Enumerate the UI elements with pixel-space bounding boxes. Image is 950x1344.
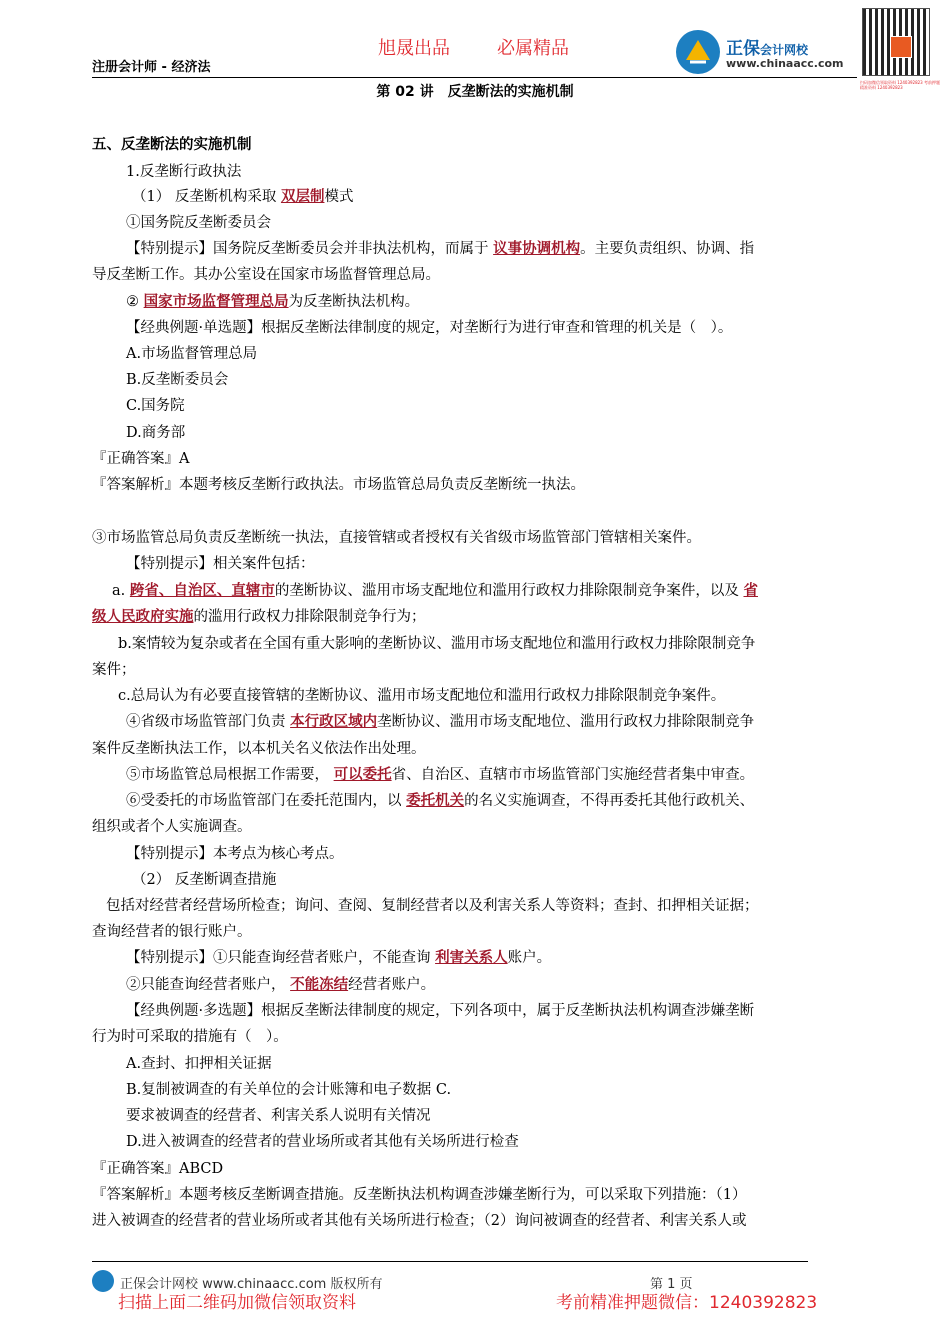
body-line	[126, 1052, 894, 1073]
keyword-highlight: 可以委托	[333, 766, 392, 783]
body-line	[92, 473, 860, 494]
body-line	[126, 421, 894, 442]
body-line	[126, 160, 894, 181]
line-text: 导反垄断工作。其办公室设在国家市场监督管理总局。	[92, 267, 440, 283]
line-text: a.	[112, 583, 130, 599]
line-text: （2） 反垄断调查措施	[132, 872, 277, 888]
line-text: ⑥受委托的市场监管部门在委托范围内，以	[126, 793, 407, 809]
qr-badge-icon	[890, 36, 912, 58]
line-text: 案件反垄断执法工作，以本机关名义依法作出处理。	[92, 741, 426, 757]
body-line	[92, 1209, 860, 1230]
body-line	[126, 999, 894, 1020]
body-line	[126, 290, 894, 311]
header-divider	[92, 77, 857, 78]
body-line	[126, 1104, 894, 1125]
line-text: 案件；	[92, 662, 136, 678]
body-line	[126, 394, 894, 415]
line-text: （1） 反垄断机构采取	[132, 189, 281, 205]
body-line	[92, 1025, 860, 1046]
line-text: C.国务院	[126, 398, 185, 414]
body-line	[92, 920, 860, 941]
line-text: b.案情较为复杂或者在全国有重大影响的垄断协议、滥用市场支配地位和滥用行政权力排除限制竞争	[118, 636, 756, 652]
keyword-highlight: 跨省、自治区、直辖市	[129, 582, 275, 599]
body-line	[92, 815, 860, 836]
line-text: 的名义实施调查，不得再委托其他行政机关、	[464, 793, 755, 809]
keyword-highlight: 省	[743, 582, 758, 599]
body-line	[126, 316, 894, 337]
keyword-highlight: 本行政区域内	[290, 713, 378, 730]
line-text: 经营者账户。	[348, 977, 436, 993]
keyword-highlight: 利害关系人	[435, 949, 508, 966]
line-text: D.进入被调查的经营者的营业场所或者其他有关场所进行检查	[126, 1134, 519, 1150]
qr-note: 扫码加微信领取资料 1240392823 考前押题 精准资料 1240392823	[860, 80, 940, 90]
line-text: 的滥用行政权力排除限制竞争行为；	[193, 609, 426, 625]
body-line	[118, 684, 886, 705]
line-text: 账户。	[507, 950, 552, 966]
body-line	[92, 1183, 860, 1204]
lecture-title: 第 02 讲 反垄断法的实施机制	[376, 84, 574, 100]
line-text: 包括对经营者经营场所检查；询问、查阅、复制经营者以及利害关系人等资料；查封、扣押相关证据；	[106, 898, 759, 914]
line-text: ④省级市场监管部门负责	[126, 714, 291, 730]
line-text: ③市场监管总局负责反垄断统一执法，直接管辖或者授权有关省级市场监管部门管辖相关案件。	[92, 530, 701, 546]
body-line	[126, 973, 894, 994]
body-line	[126, 763, 894, 784]
body-line	[126, 237, 894, 258]
line-text: A.查封、扣押相关证据	[126, 1056, 272, 1072]
page-number: 第 1 页	[650, 1277, 693, 1292]
body-line	[126, 211, 894, 232]
logo-icon	[676, 30, 720, 74]
line-text: 『正确答案』ABCD	[92, 1161, 224, 1177]
keyword-highlight: 国家市场监督管理总局	[143, 293, 289, 310]
line-text: 查询经营者的银行账户。	[92, 924, 252, 940]
line-text: 『正确答案』A	[92, 451, 190, 467]
slogan-left: 旭晟出品	[378, 38, 450, 59]
banner-left: 扫描上面二维码加微信领取资料	[118, 1293, 356, 1313]
body-line	[92, 526, 860, 547]
line-text: 『答案解析』本题考核反垄断调查措施。反垄断执法机构调查涉嫌垄断行为，可以采取下列措施：（1）	[92, 1187, 747, 1203]
line-text: 省、自治区、直辖市市场监管部门实施经营者集中审查。	[391, 767, 755, 783]
line-text: 【特别提示】本考点为核心考点。	[126, 846, 344, 862]
footer-copyright: 正保会计网校 www.chinaacc.com 版权所有	[120, 1277, 383, 1292]
body-line	[92, 447, 860, 468]
logo-name: 正保会计网校	[726, 39, 809, 59]
body-line	[126, 842, 894, 863]
line-text: 模式	[324, 189, 354, 205]
keyword-highlight: 级人民政府实施	[92, 608, 194, 625]
line-text: 行为时可采取的措施有（ ）。	[92, 1029, 288, 1045]
body-line	[126, 710, 894, 731]
line-text: 五、反垄断法的实施机制	[92, 136, 252, 153]
line-text: 。主要负责组织、协调、指	[580, 241, 755, 257]
footer-divider	[92, 1261, 808, 1262]
keyword-highlight: 委托机关	[406, 792, 465, 809]
line-text: 【特别提示】①只能查询经营者账户，不能查询	[126, 950, 436, 966]
body-line	[132, 868, 900, 889]
line-text: A.市场监督管理总局	[126, 346, 258, 362]
keyword-highlight: 不能冻结	[290, 976, 349, 993]
line-text: 【特别提示】国务院反垄断委员会并非执法机构，而属于	[126, 241, 494, 257]
footer-logo-icon	[92, 1270, 114, 1292]
body-line	[126, 368, 894, 389]
line-text: B.复制被调查的有关单位的会计账簿和电子数据 C.	[126, 1082, 452, 1098]
body-line	[92, 263, 860, 284]
body-line	[92, 658, 860, 679]
line-text: 垄断协议、滥用市场支配地位、滥用行政权力排除限制竞争	[377, 714, 755, 730]
line-text: B.反垄断委员会	[126, 372, 229, 388]
line-text: c.总局认为有必要直接管辖的垄断协议、滥用市场支配地位和滥用行政权力排除限制竞争案件。	[118, 688, 726, 704]
line-text: 【经典例题·单选题】根据反垄断法律制度的规定，对垄断行为进行审查和管理的机关是（ ）。	[126, 320, 733, 336]
body-line	[126, 1130, 894, 1151]
body-line	[92, 737, 860, 758]
line-text: D.商务部	[126, 425, 186, 441]
body-line	[92, 605, 860, 626]
line-text: 组织或者个人实施调查。	[92, 819, 252, 835]
line-text: 【经典例题·多选题】根据反垄断法律制度的规定，下列各项中，属于反垄断执法机构调查涉嫌垄断	[126, 1003, 755, 1019]
body-line	[92, 133, 860, 154]
logo-url: www.chinaacc.com	[726, 57, 844, 70]
body-line	[126, 1078, 894, 1099]
line-text: 的垄断协议、滥用市场支配地位和滥用行政权力排除限制竞争案件，以及	[274, 583, 744, 599]
body-line	[118, 632, 886, 653]
keyword-highlight: 议事协调机构	[493, 240, 581, 257]
body-line	[132, 185, 900, 206]
keyword-highlight: 双层制	[280, 188, 325, 205]
body-line	[112, 579, 880, 600]
line-text: 进入被调查的经营者的营业场所或者其他有关场所进行检查；（2）询问被调查的经营者、利害关系人或	[92, 1213, 747, 1229]
banner-right: 考前精准押题微信：1240392823	[556, 1293, 818, 1313]
body-line	[126, 946, 894, 967]
slogan-right: 必属精品	[497, 38, 569, 59]
line-text: ⑤市场监管总局根据工作需要，	[126, 767, 334, 783]
body-line	[92, 1157, 860, 1178]
line-text: 为反垄断执法机构。	[288, 294, 420, 310]
line-text: ②	[126, 294, 144, 310]
body-line	[126, 342, 894, 363]
line-text: 1.反垄断行政执法	[126, 164, 242, 180]
line-text: ②只能查询经营者账户，	[126, 977, 291, 993]
body-line	[106, 894, 874, 915]
course-name: 注册会计师 - 经济法	[92, 60, 211, 75]
line-text: ①国务院反垄断委员会	[126, 215, 271, 231]
line-text: 要求被调查的经营者、利害关系人说明有关情况	[126, 1108, 431, 1124]
brand-logo	[676, 30, 858, 76]
line-text: 『答案解析』本题考核反垄断行政执法。市场监管总局负责反垄断统一执法。	[92, 477, 585, 493]
body-line	[126, 552, 894, 573]
body-line	[126, 789, 894, 810]
line-text: 【特别提示】相关案件包括：	[126, 556, 315, 572]
